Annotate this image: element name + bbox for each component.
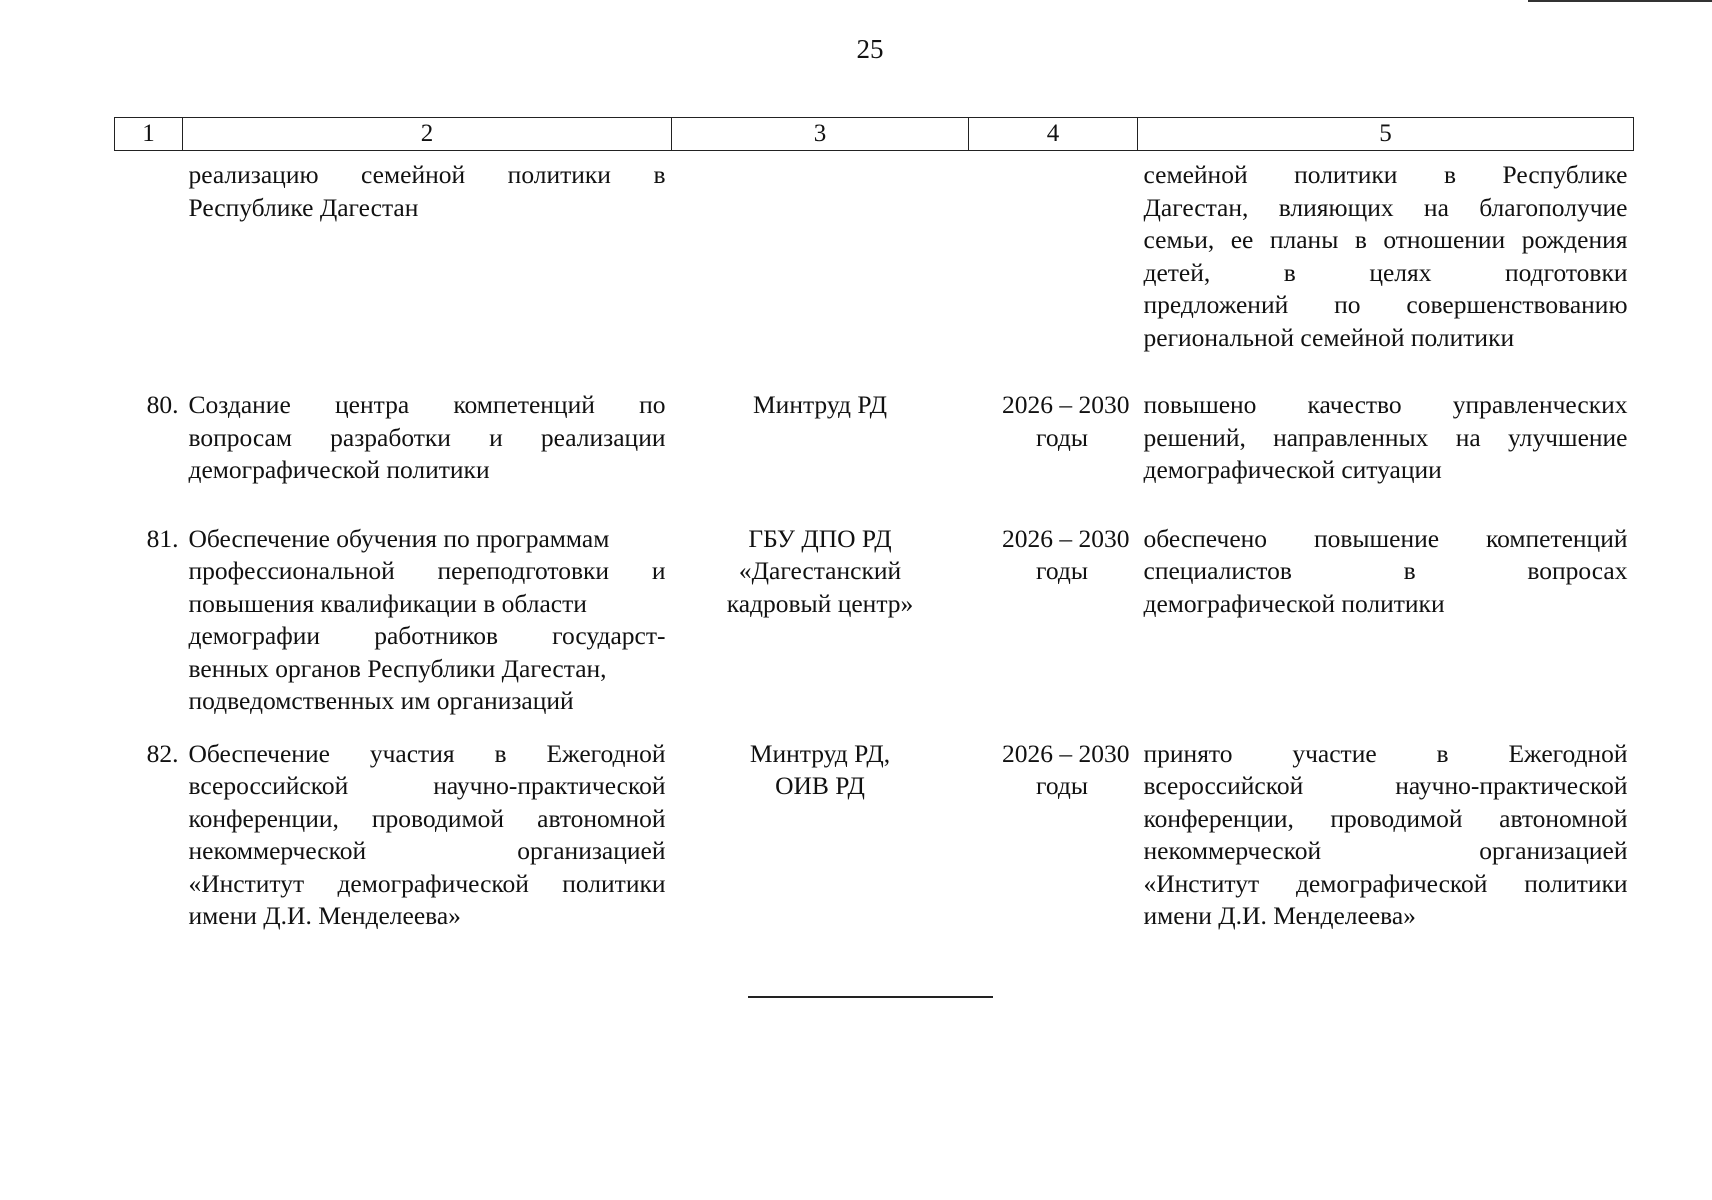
result-line: демографической ситуации	[1143, 455, 1442, 484]
result-line: некоммерческой организацией	[1143, 836, 1628, 865]
result-line: демографической политики	[1143, 588, 1445, 618]
column-numbers-row	[115, 118, 1634, 151]
executor-line: ГБУ ДПО РД	[748, 523, 892, 553]
executor-line: Минтруд РД	[753, 390, 887, 419]
executor-cell	[672, 151, 969, 383]
table-row	[115, 738, 1634, 933]
measure-line: Республике Дагестан	[188, 192, 419, 222]
term-unit: годы	[1036, 771, 1088, 800]
term-cell	[969, 151, 1138, 383]
measure-line: подведомственных им организаций	[188, 686, 574, 715]
result-line: повышено качество управленческих	[1143, 390, 1628, 419]
result-cell	[1138, 517, 1634, 738]
result-line: детей, в целях подготовки	[1143, 257, 1628, 287]
term-unit: годы	[1036, 556, 1088, 585]
column-header-3: 3	[672, 118, 969, 151]
result-line: решений, направленных на улучшение	[1143, 422, 1628, 452]
term-cell	[969, 738, 1138, 933]
term-years: 2026 – 2030	[1002, 738, 1130, 768]
measure-cell	[183, 517, 672, 738]
result-line: конференции, проводимой автономной	[1143, 803, 1628, 833]
term-cell	[969, 382, 1138, 517]
column-header-1: 1	[115, 118, 183, 151]
term-years: 2026 – 2030	[1002, 523, 1130, 553]
executor-cell	[672, 517, 969, 738]
result-line: принято участие в Ежегодной	[1143, 738, 1628, 768]
measure-line: профессиональной переподготовки и	[188, 556, 666, 585]
executor-line: «Дагестанский	[738, 556, 902, 585]
measure-line: конференции, проводимой автономной	[188, 803, 666, 833]
measure-line: всероссийской научно-практической	[188, 771, 666, 800]
result-line: региональной семейной политики	[1143, 322, 1515, 352]
measure-line: некоммерческой организацией	[188, 836, 666, 865]
row-number: 82.	[146, 738, 179, 768]
result-cell	[1138, 738, 1634, 933]
measure-cell	[183, 382, 672, 517]
measure-line: демографической политики	[188, 455, 490, 484]
result-line: семейной политики в Республике	[1143, 160, 1628, 189]
result-line: предложений по совершенствованию	[1143, 290, 1628, 319]
measure-line: «Институт демографической политики	[188, 868, 666, 898]
result-line: обеспечено повышение компетенций	[1143, 523, 1628, 553]
result-line: Дагестан, влияющих на благополучие	[1143, 192, 1628, 222]
result-cell	[1138, 151, 1634, 383]
executor-cell	[672, 382, 969, 517]
result-line: всероссийской научно-практической	[1143, 771, 1628, 800]
result-line: «Институт демографической политики	[1143, 868, 1628, 898]
table-row-continuation	[115, 151, 1634, 383]
executor-cell	[672, 738, 969, 933]
term-cell	[969, 517, 1138, 738]
executor-line: ОИВ РД	[775, 771, 865, 800]
row-number: 81.	[146, 523, 179, 553]
measure-line: демографии работников государст-	[188, 621, 666, 650]
column-header-2: 2	[183, 118, 672, 151]
measure-line: Обеспечение участия в Ежегодной	[188, 738, 666, 768]
measure-line: венных органов Республики Дагестан,	[188, 653, 607, 683]
measure-cell	[183, 151, 672, 383]
result-cell	[1138, 382, 1634, 517]
measure-line: повышения квалификации в области	[188, 588, 587, 618]
scan-edge-mark	[1528, 0, 1712, 2]
measure-line: реализацию семейной политики в	[188, 160, 666, 189]
result-line: семьи, ее планы в отношении рождения	[1143, 225, 1628, 254]
measure-cell	[183, 738, 672, 933]
column-header-5: 5	[1138, 118, 1634, 151]
term-unit: годы	[1036, 422, 1088, 452]
result-line: специалистов в вопросах	[1143, 556, 1628, 585]
column-header-4: 4	[969, 118, 1138, 151]
measure-line: Создание центра компетенций по	[188, 390, 666, 419]
table-row	[115, 517, 1634, 738]
row-number	[115, 151, 183, 383]
executor-line: Минтруд РД,	[749, 738, 891, 768]
table-row	[115, 382, 1634, 517]
row-number: 80.	[146, 390, 179, 419]
measures-table	[114, 117, 1634, 933]
page-number: 25	[856, 34, 884, 64]
end-of-document-rule	[748, 996, 993, 998]
result-line: имени Д.И. Менделеева»	[1143, 901, 1416, 930]
measure-line: Обеспечение обучения по программам	[188, 523, 610, 553]
measure-line: вопросам разработки и реализации	[188, 422, 666, 452]
term-years: 2026 – 2030	[1002, 390, 1130, 419]
executor-line: кадровый центр»	[726, 588, 914, 618]
measure-line: имени Д.И. Менделеева»	[188, 901, 461, 930]
